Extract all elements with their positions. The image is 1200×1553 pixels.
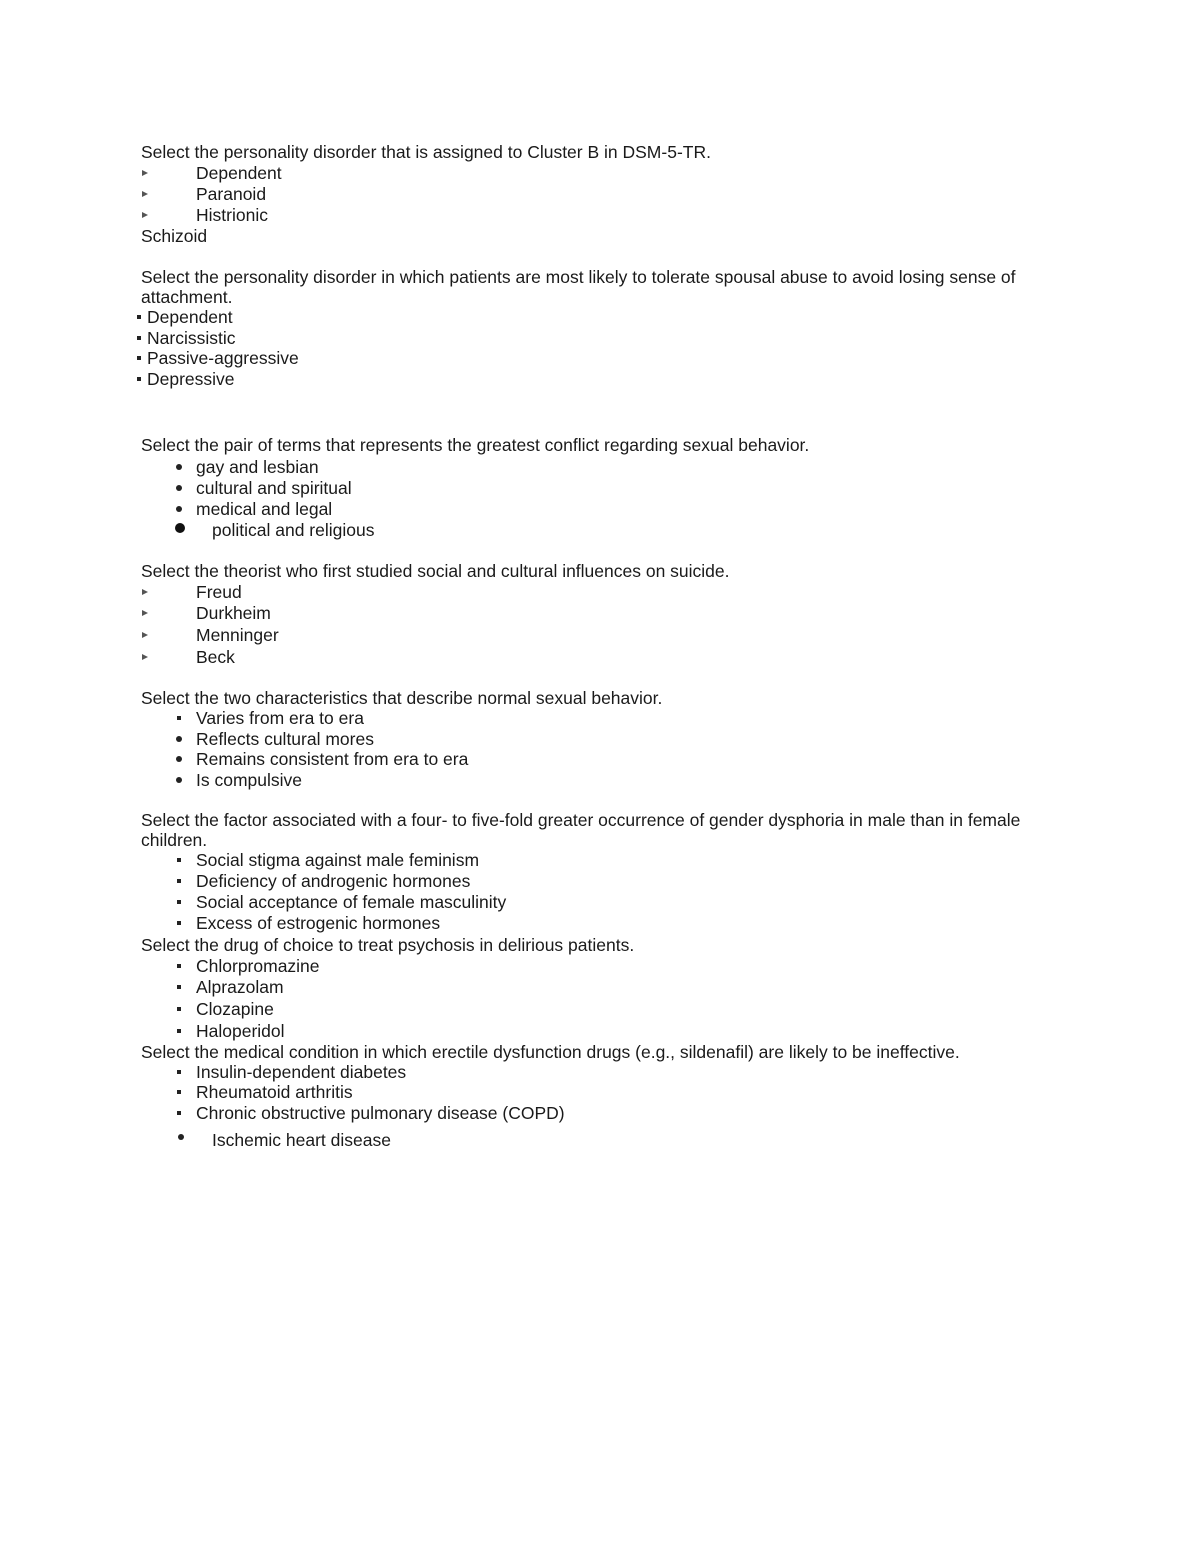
question-2-option-2: Narcissistic <box>147 328 236 348</box>
question-1-option-2: Paranoid <box>196 184 267 204</box>
bullet-icon <box>178 1134 184 1140</box>
question-6-option-3: Social acceptance of female masculinity <box>196 892 507 912</box>
bullet-icon <box>177 1070 181 1074</box>
bullet-icon <box>142 589 148 595</box>
bullet-icon <box>176 777 182 783</box>
question-8-option-3: Chronic obstructive pulmonary disease (COPD) <box>196 1103 565 1123</box>
question-8-option-4: Ischemic heart disease <box>212 1130 391 1150</box>
question-7-option-1: Chlorpromazine <box>196 956 320 976</box>
bullet-icon <box>177 985 181 989</box>
question-5-option-4: Is compulsive <box>196 770 303 790</box>
bullet-icon <box>177 1029 181 1033</box>
bullet-icon <box>176 756 182 762</box>
question-3-option-4: political and religious <box>212 520 375 540</box>
question-1-option-1: Dependent <box>196 163 282 183</box>
question-4-option-3: Menninger <box>196 625 279 645</box>
question-4-option-2: Durkheim <box>196 603 271 623</box>
question-6-option-4: Excess of estrogenic hormones <box>196 913 441 933</box>
question-5-option-2: Reflects cultural mores <box>196 729 374 749</box>
bullet-icon <box>177 1090 181 1094</box>
question-7-option-2: Alprazolam <box>196 977 284 997</box>
question-8-option-1: Insulin-dependent diabetes <box>196 1062 407 1082</box>
question-6-text-line-1: Select the factor associated with a four- to five-fold greater occurrence of gender dysphoria in male than in female <box>141 810 1021 830</box>
question-1-option-3: Histrionic <box>196 205 268 225</box>
question-4-option-4: Beck <box>196 647 235 667</box>
question-7-option-4: Haloperidol <box>196 1021 285 1041</box>
bullet-icon <box>177 1007 181 1011</box>
bullet-icon <box>177 921 181 925</box>
question-6-text-line-2: children. <box>141 830 208 850</box>
question-2-text-line-1: Select the personality disorder in which patients are most likely to tolerate spousal abuse to avoid losing sense of <box>141 267 1016 287</box>
question-5-text: Select the two characteristics that describe normal sexual behavior. <box>141 688 663 708</box>
question-2-text-line-2: attachment. <box>141 287 233 307</box>
bullet-icon <box>137 377 141 381</box>
question-3-option-1: gay and lesbian <box>196 457 319 477</box>
bullet-icon <box>142 212 148 218</box>
bullet-icon <box>142 654 148 660</box>
question-6-option-1: Social stigma against male feminism <box>196 850 480 870</box>
question-5-option-3: Remains consistent from era to era <box>196 749 469 769</box>
bullet-icon <box>142 632 148 638</box>
bullet-icon <box>137 336 141 340</box>
question-2-option-4: Depressive <box>147 369 235 389</box>
question-7-option-3: Clozapine <box>196 999 274 1019</box>
bullet-icon <box>177 879 181 883</box>
question-3-option-3: medical and legal <box>196 499 333 519</box>
question-2-option-3: Passive-aggressive <box>147 348 299 368</box>
bullet-icon <box>177 716 181 720</box>
bullet-icon <box>176 506 182 512</box>
bullet-icon <box>177 964 181 968</box>
question-6-option-2: Deficiency of androgenic hormones <box>196 871 471 891</box>
question-1-option-4: Schizoid <box>141 226 208 246</box>
question-8-text: Select the medical condition in which erectile dysfunction drugs (e.g., sildenafil) are likely to be ineffective. <box>141 1042 960 1062</box>
bullet-icon <box>176 736 182 742</box>
bullet-icon <box>177 900 181 904</box>
question-3-text: Select the pair of terms that represents the greatest conflict regarding sexual behavior. <box>141 435 810 455</box>
bullet-icon <box>137 315 141 319</box>
bullet-icon <box>142 610 148 616</box>
bullet-icon <box>142 191 148 197</box>
bullet-icon <box>137 356 141 360</box>
bullet-icon <box>176 464 182 470</box>
question-4-option-1: Freud <box>196 582 242 602</box>
bullet-icon <box>142 170 148 176</box>
bullet-icon <box>177 1111 181 1115</box>
bullet-icon <box>175 523 185 533</box>
question-5-option-1: Varies from era to era <box>196 708 364 728</box>
bullet-icon <box>176 485 182 491</box>
bullet-icon <box>177 858 181 862</box>
question-8-option-2: Rheumatoid arthritis <box>196 1082 353 1102</box>
question-4-text: Select the theorist who first studied social and cultural influences on suicide. <box>141 561 730 581</box>
question-7-text: Select the drug of choice to treat psychosis in delirious patients. <box>141 935 635 955</box>
question-2-option-1: Dependent <box>147 307 233 327</box>
question-3-option-2: cultural and spiritual <box>196 478 352 498</box>
question-1-text: Select the personality disorder that is assigned to Cluster B in DSM-5-TR. <box>141 142 711 162</box>
